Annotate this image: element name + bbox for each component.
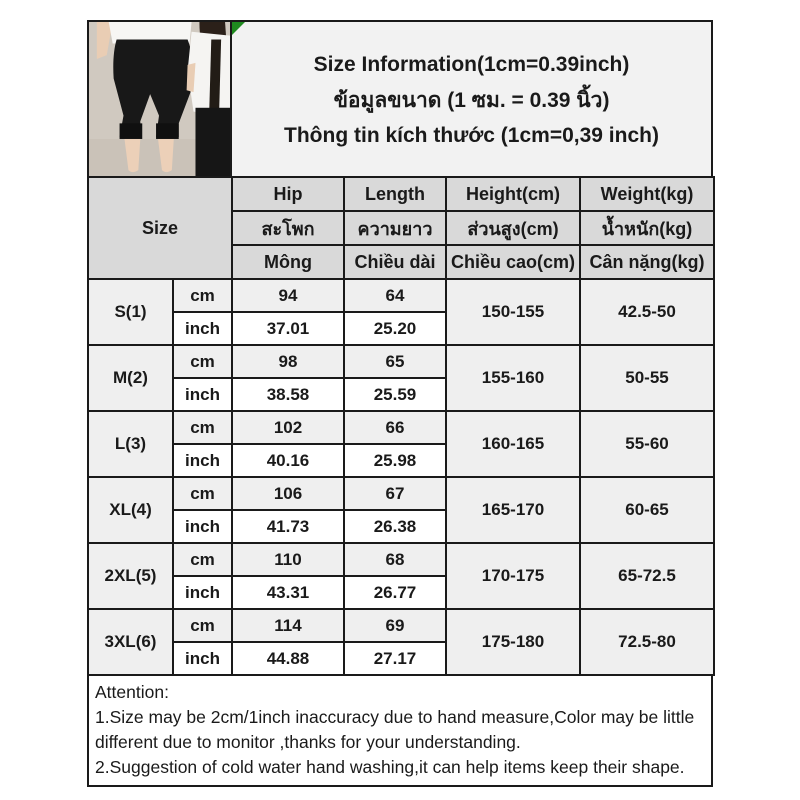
height-range: 175-180 (446, 609, 580, 675)
size-label-s: S(1) (88, 279, 173, 345)
header-row-english (88, 177, 714, 211)
length-cm-value: 66 (344, 411, 446, 444)
length-inch-value: 25.59 (344, 378, 446, 411)
table-row (88, 543, 714, 576)
col-header-weight-th: น้ำหนัก(kg) (580, 211, 714, 245)
title-vietnamese: Thông tin kích thước (1cm=0,39 inch) (284, 123, 659, 147)
col-header-weight-vi: Cân nặng(kg) (580, 245, 714, 279)
length-cm-value: 68 (344, 543, 446, 576)
attention-note-2: 2.Suggestion of cold water hand washing,it can help items keep their shape. (95, 756, 685, 777)
height-range: 165-170 (446, 477, 580, 543)
weight-range: 72.5-80 (580, 609, 714, 675)
title-thai: ข้อมูลขนาด (1 ซม. = 0.39 นิ้ว) (333, 88, 610, 112)
col-header-hip-en: Hip (232, 177, 344, 211)
table-row (88, 477, 714, 510)
col-header-height-th: ส่วนสูง(cm) (446, 211, 580, 245)
hip-cm-value: 114 (232, 609, 344, 642)
table-row (88, 279, 714, 312)
weight-range: 50-55 (580, 345, 714, 411)
unit-label: cm (173, 411, 232, 444)
size-table (87, 176, 715, 676)
length-inch-value: 25.20 (344, 312, 446, 345)
unit-label: inch (173, 642, 232, 675)
weight-range: 42.5-50 (580, 279, 714, 345)
hip-cm-value: 94 (232, 279, 344, 312)
unit-label: inch (173, 576, 232, 609)
length-inch-value: 26.38 (344, 510, 446, 543)
size-label-m: M(2) (88, 345, 173, 411)
length-inch-value: 26.77 (344, 576, 446, 609)
unit-label: cm (173, 477, 232, 510)
unit-label: cm (173, 345, 232, 378)
hip-cm-value: 106 (232, 477, 344, 510)
col-header-length-th: ความยาว (344, 211, 446, 245)
size-header-cell: Size (88, 177, 232, 279)
title-english: Size Information(1cm=0.39inch) (313, 52, 630, 76)
hip-cm-value: 102 (232, 411, 344, 444)
height-range: 155-160 (446, 345, 580, 411)
weight-range: 55-60 (580, 411, 714, 477)
size-label-xl: XL(4) (88, 477, 173, 543)
length-cm-value: 64 (344, 279, 446, 312)
col-header-height-vi: Chiều cao(cm) (446, 245, 580, 279)
col-header-weight-en: Weight(kg) (580, 177, 714, 211)
unit-label: inch (173, 510, 232, 543)
hip-inch-value: 41.73 (232, 510, 344, 543)
height-range: 150-155 (446, 279, 580, 345)
length-cm-value: 67 (344, 477, 446, 510)
hip-inch-value: 40.16 (232, 444, 344, 477)
col-header-length-en: Length (344, 177, 446, 211)
title-box (232, 22, 711, 176)
length-cm-value: 65 (344, 345, 446, 378)
hip-inch-value: 37.01 (232, 312, 344, 345)
size-label-2xl: 2XL(5) (88, 543, 173, 609)
pants-product-illustration (89, 22, 230, 176)
height-range: 160-165 (446, 411, 580, 477)
unit-label: inch (173, 444, 232, 477)
unit-label: inch (173, 312, 232, 345)
unit-label: cm (173, 543, 232, 576)
attention-title: Attention: (95, 682, 169, 702)
length-inch-value: 27.17 (344, 642, 446, 675)
attention-box (87, 674, 713, 787)
unit-label: cm (173, 279, 232, 312)
table-row (88, 609, 714, 642)
weight-range: 60-65 (580, 477, 714, 543)
hip-inch-value: 43.31 (232, 576, 344, 609)
weight-range: 65-72.5 (580, 543, 714, 609)
height-range: 170-175 (446, 543, 580, 609)
unit-label: cm (173, 609, 232, 642)
product-photo (89, 22, 232, 176)
col-header-hip-th: สะโพก (232, 211, 344, 245)
green-corner-flag-icon (232, 22, 245, 35)
col-header-hip-vi: Mông (232, 245, 344, 279)
unit-label: inch (173, 378, 232, 411)
size-label-l: L(3) (88, 411, 173, 477)
attention-note-1: 1.Size may be 2cm/1inch inaccuracy due to hand measure,Color may be little different due to monitor ,thanks for your understanding. (95, 706, 695, 752)
col-header-length-vi: Chiều dài (344, 245, 446, 279)
size-label-3xl: 3XL(6) (88, 609, 173, 675)
length-cm-value: 69 (344, 609, 446, 642)
hip-inch-value: 44.88 (232, 642, 344, 675)
length-inch-value: 25.98 (344, 444, 446, 477)
table-row (88, 345, 714, 378)
col-header-height-en: Height(cm) (446, 177, 580, 211)
hip-cm-value: 98 (232, 345, 344, 378)
table-row (88, 411, 714, 444)
top-section (87, 20, 713, 178)
hip-inch-value: 38.58 (232, 378, 344, 411)
hip-cm-value: 110 (232, 543, 344, 576)
size-chart-sheet (87, 20, 713, 787)
